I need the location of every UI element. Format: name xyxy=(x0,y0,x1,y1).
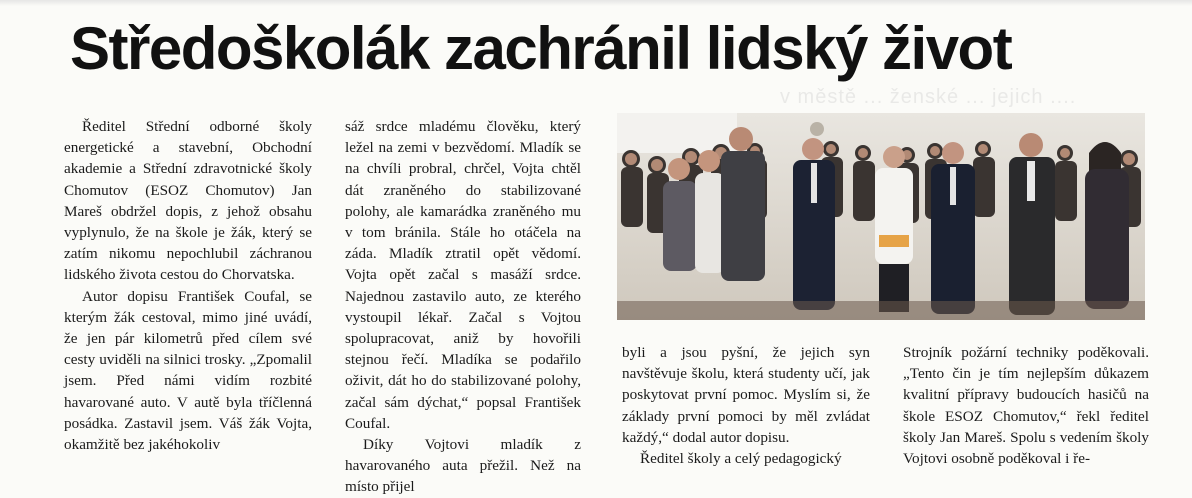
group-photo-icon xyxy=(617,113,1145,320)
article-column-2 xyxy=(345,116,581,498)
bleed-through-text: v městě ... ženské ... jejich .... xyxy=(780,86,1077,108)
article-column-4 xyxy=(903,342,1149,469)
paragraph: byli a jsou pyšní, že jejich syn navštěvuje školu, která studenty učí, jak poskytovat první pomoc. Myslím si, že základy první pomoci by měl zvládat každý,“ dodal autor dopisu. xyxy=(622,344,870,446)
paragraph: Ředitel školy a celý pedagogický xyxy=(640,450,842,468)
article-column-3 xyxy=(622,342,870,469)
paragraph: sáž srdce mladému člověku, který ležel na zemi v bezvědomí. Mladík se na chvíli probral, chrčel, Vojta chtěl dát zraněného do stabilizované polohy, ale kamarádka zraněného mu v tom bránila. Stále ho otáčela na záda. Mladík ztratil opět vědomí. Vojta opět začal s masáží srdce. Najednou zastavilo auto, ze kterého vystoupil lékař. Začal s Vojtou spolupracovat, aniž by hovořili stejnou řečí. Mladíka se podařilo oživit, dát ho do stabilizované polohy, začal sám dýchat,“ popsal František Coufal. xyxy=(345,118,581,432)
article-column-1 xyxy=(64,116,312,455)
paragraph: Strojník požární techniky poděkovali. „Tento čin je tím nejlepším důkazem kvalitní přípravy budoucích hasičů na škole ESOZ Chomutov,“ řekl ředitel školy Jan Mareš. Spolu s vedením školy Vojtovi osobně poděkoval i ře- xyxy=(903,344,1149,468)
paragraph: Díky Vojtovi mladík z havarovaného auta přežil. Než na místo přijel xyxy=(345,436,581,496)
article-headline: Středoškolák zachránil lidský život xyxy=(70,15,1012,82)
paragraph: Autor dopisu František Coufal, se kterým žák cestoval, mimo jiné uvádí, že jen pár kilometrů před cílem své cesty uviděli na silnici trosky. „Zpomalil jsem. Před námi vidím rozbité havarované auto. V autě byla tříčlenná posádka. Zastavil jsem. Váš žák Vojta, okamžitě bez jakéhokoliv xyxy=(64,287,312,454)
paragraph: Ředitel Střední odborné školy energetické a stavební, Obchodní akademie a Střední zdravotnické školy Chomutov (ESOZ Chomutov) Jan Mareš obdržel dopis, z jehož obsahu vyplynulo, že na škole je žák, který se zatím nikomu nepochlubil záchranou lidského života cestou do Chorvatska. xyxy=(64,118,312,284)
scan-top-edge xyxy=(0,0,1192,6)
group-photo xyxy=(617,113,1145,320)
